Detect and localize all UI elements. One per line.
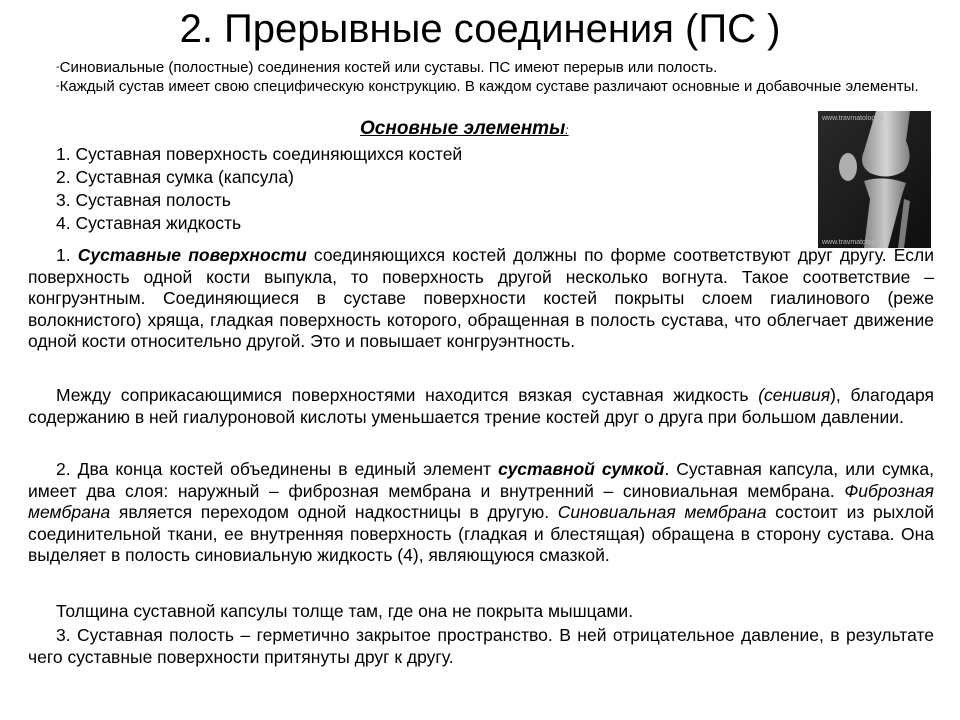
- p3-term-synovial: Синовиальная мембрана: [557, 502, 767, 523]
- image-watermark-top: www.travmatolog.ru: [822, 115, 884, 122]
- section-heading: [360, 118, 569, 140]
- dash-marker: -: [56, 80, 60, 92]
- elements-list: [56, 143, 462, 235]
- knee-xray-image: [818, 111, 931, 248]
- dash-marker: -: [56, 61, 60, 73]
- p1-text: соединяющихся костей должны по форме соответствуют друг другу. Если поверхность одной кости выпукла, то поверхность другой несколько вогнута. Такое соответствие – конгруэнтным. Соединяющиеся в суставе поверхности костей покрыты слоем гиалинового (реже волокнистого) хряща, гладкая поверхность которого, обращенная в полость сустава, что облегчает движение одной кости относительно другой. Это и повышает конгруэнтность.: [28, 245, 934, 352]
- p3-text-a: 2. Два конца костей объединены в единый элемент: [56, 459, 499, 479]
- paragraph-articular-surfaces: [28, 245, 934, 353]
- intro-line-2-text: Каждый сустав имеет свою специфическую конструкцию. В каждом суставе различают основные и добавочные элементы.: [59, 78, 919, 95]
- p3-text-c: . Суставная капсула, или сумка, имеет два слоя: наружный – фиброзная мембрана и внутренний – синовиальная мембрана.: [28, 459, 934, 501]
- intro-line-1: [56, 59, 936, 76]
- p3-term-capsule: суставной сумкой: [498, 459, 665, 479]
- paragraph-joint-capsule: [28, 459, 934, 567]
- list-item: 4. Суставная жидкость: [56, 213, 242, 233]
- list-item: 1. Суставная поверхность соединяющихся костей: [56, 144, 463, 164]
- section-heading-text: Основные элементы: [360, 118, 566, 139]
- p2-text-c: ), благодаря содержанию в ней гиалуроновой кислоты уменьшается трение костей друг о друга при большом давлении.: [28, 385, 934, 427]
- p2-term: (сенивия: [758, 385, 831, 405]
- p3-text-g: состоит из рыхлой соединительной ткани, ее внутренняя поверхность (гладкая и блестящая) обращена в сторону сустава. Она выделяет в полость синовиальную жидкость (4), являющуюся смазкой.: [28, 502, 934, 566]
- slide-title: 2. Прерывные соединения (ПС ): [179, 7, 781, 51]
- paragraph-capsule-thickness: Толщина суставной капсулы толще там, где она не покрыта мышцами.: [56, 601, 634, 621]
- p3-term-fibrous: Фиброзная мембрана: [28, 480, 934, 523]
- intro-line-2: [56, 78, 936, 95]
- paragraph-joint-cavity: 3. Суставная полость – герметично закрытое пространство. В ней отрицательное давление, в результате чего суставные поверхности притянуты друг к другу.: [28, 625, 934, 667]
- p1-number: 1.: [56, 245, 78, 265]
- p3-text-e: является переходом одной надкостницы в другую.: [110, 502, 558, 523]
- list-item: 3. Суставная полость: [56, 190, 231, 210]
- intro-line-1-text: Синовиальные (полостные) соединения костей или суставы. ПС имеют перерыв или полость.: [59, 59, 718, 76]
- section-heading-colon: :: [565, 123, 569, 137]
- p1-term: Суставные поверхности: [77, 245, 307, 265]
- p2-text-a: Между соприкасающимися поверхностями находится вязкая суставная жидкость: [56, 385, 759, 405]
- paragraph-synovial-fluid: [28, 385, 934, 428]
- image-watermark-bottom: www.travmatolog.ru: [822, 239, 884, 246]
- list-item: 2. Суставная сумка (капсула): [56, 167, 294, 187]
